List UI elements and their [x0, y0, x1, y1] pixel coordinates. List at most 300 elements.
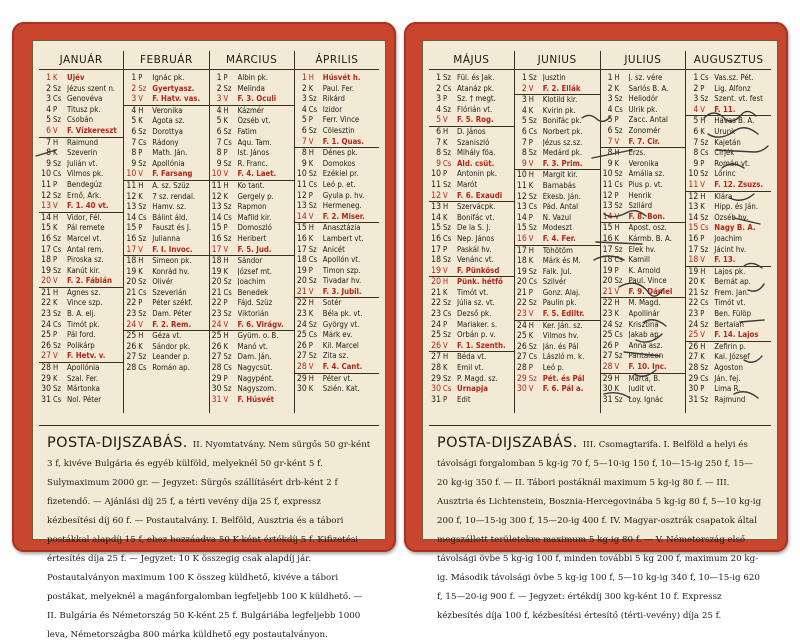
weekday-letter: Sz	[528, 266, 537, 276]
name-day: Ker. Ján. sz.	[542, 320, 583, 330]
day-number: 24	[431, 319, 441, 330]
day-row	[686, 330, 771, 341]
name-day: Olivér	[152, 277, 174, 287]
day-row	[515, 148, 600, 159]
name-day: F. 5. Jud.	[237, 244, 272, 254]
day-row	[295, 373, 379, 385]
weekday-letter: Sz	[223, 277, 232, 287]
name-day: Csobán	[67, 115, 94, 125]
name-day: Paul. Fer.	[322, 83, 355, 93]
weekday-letter: V	[53, 351, 58, 361]
day-number: 17	[211, 244, 222, 255]
day-number: 28	[41, 363, 51, 374]
day-row	[429, 245, 514, 256]
weekday-letter: H	[700, 116, 706, 126]
day-number: 20	[41, 276, 51, 287]
name-day: N. Vazul	[542, 212, 572, 222]
day-number: 23	[41, 309, 51, 320]
day-number: 21	[688, 287, 699, 298]
day-number: 6	[216, 126, 222, 137]
name-day: Joachim	[714, 233, 742, 243]
day-number: 8	[131, 148, 137, 159]
name-day: Rajmund	[714, 394, 746, 404]
weekday-letter: V	[700, 104, 705, 114]
weekday-letter: Sz	[700, 287, 709, 297]
day-list	[429, 70, 514, 405]
day-number: 7	[301, 136, 307, 147]
day-row	[515, 202, 600, 213]
day-number: 2	[46, 83, 51, 94]
name-day: Szilárd	[628, 201, 653, 211]
weekday-letter: P	[443, 319, 448, 329]
weekday-letter: Sz	[700, 94, 709, 104]
day-list	[601, 70, 686, 405]
day-row	[295, 341, 379, 352]
day-row	[124, 298, 208, 309]
day-row	[601, 169, 686, 180]
weekday-letter: V	[443, 115, 448, 125]
day-row	[515, 84, 600, 95]
name-day: Mariaker. s.	[457, 319, 498, 329]
name-day: F. 9. Dániel	[628, 286, 673, 296]
day-number: 3	[131, 94, 137, 105]
weekday-letter: Cs	[528, 126, 538, 136]
weekday-letter: K	[308, 233, 314, 243]
day-number: 4	[693, 104, 699, 115]
day-row	[295, 309, 379, 320]
name-day: Kamill	[628, 255, 650, 265]
name-day: Orbán p. v.	[457, 330, 496, 340]
day-number: 28	[211, 363, 222, 374]
day-number: 7	[607, 136, 613, 147]
name-day: Nagycsüt.	[237, 363, 273, 373]
day-number: 24	[602, 319, 613, 330]
day-number: 11	[211, 180, 222, 191]
day-number: 13	[431, 202, 441, 213]
day-number: 11	[431, 179, 441, 190]
day-number: 1	[436, 73, 441, 83]
weekday-letter: P	[138, 148, 143, 158]
name-day: Dénes pk.	[322, 148, 358, 158]
day-number: 28	[296, 362, 307, 373]
weekday-letter: Sz	[528, 116, 537, 126]
day-number: 2	[301, 83, 307, 94]
weekday-letter: P	[53, 255, 58, 265]
name-day: Pius p. vt.	[628, 179, 663, 189]
day-row	[686, 255, 771, 266]
day-row	[429, 276, 514, 288]
name-day: F. 14. Lajos	[714, 330, 759, 340]
name-day: Klára	[714, 191, 733, 201]
day-list	[295, 70, 379, 395]
day-number: 24	[296, 319, 307, 330]
day-row	[39, 148, 123, 159]
day-row	[601, 309, 686, 320]
month-name: AUGUSZTUS	[686, 51, 771, 70]
day-row	[210, 94, 294, 105]
month-name: MÁRCIUS	[210, 51, 294, 70]
name-day: Hermeneg.	[322, 201, 362, 211]
day-number: 28	[516, 363, 527, 374]
name-day: Ján. és Pál	[542, 341, 579, 351]
weekday-letter: K	[223, 116, 228, 126]
day-row	[39, 169, 123, 180]
weekday-letter: Sz	[223, 309, 232, 319]
weekday-letter: P	[528, 137, 533, 147]
weekday-letter: K	[53, 148, 58, 158]
month-name: JULIUS	[601, 51, 686, 70]
day-number: 4	[521, 105, 527, 116]
name-day: Lig. Alfonz	[714, 83, 751, 93]
month-column	[600, 51, 686, 413]
day-row	[429, 351, 514, 363]
weekday-letter: V	[614, 211, 620, 221]
day-row	[210, 234, 294, 245]
day-row	[124, 213, 208, 224]
day-row	[295, 351, 379, 362]
day-row	[39, 374, 123, 385]
day-row	[601, 234, 686, 245]
day-number: 13	[211, 202, 222, 213]
day-row	[39, 351, 123, 362]
name-day: Jézus szent n.	[67, 83, 116, 93]
day-number: 14	[211, 212, 222, 223]
weekday-letter: Sz	[53, 190, 61, 200]
weekday-letter: P	[700, 158, 705, 168]
day-row	[601, 115, 686, 126]
weekday-letter: P	[223, 73, 228, 82]
day-number: 12	[296, 190, 307, 201]
day-row	[429, 159, 514, 170]
postal-rates-title: POSTA-DIJSZABÁS.	[47, 435, 188, 451]
day-row	[210, 116, 294, 127]
name-day: Vidor, Fél.	[67, 212, 102, 222]
name-day: Bonifác pk.	[542, 116, 582, 126]
day-row	[515, 309, 600, 320]
weekday-letter: P	[308, 190, 313, 200]
day-row	[429, 126, 514, 138]
name-day: F. Vízkereszt	[67, 125, 117, 135]
day-row	[39, 212, 123, 224]
day-number: 19	[516, 266, 527, 277]
day-number: 27	[126, 352, 137, 363]
day-row	[686, 234, 771, 245]
weekday-letter: Sz	[223, 126, 232, 136]
day-number: 20	[211, 277, 222, 288]
day-row	[39, 73, 123, 84]
day-row	[601, 330, 686, 341]
name-day: Ernő, Árk.	[67, 190, 102, 200]
day-number: 29	[296, 373, 307, 384]
day-row	[295, 222, 379, 234]
day-row	[210, 169, 294, 180]
day-row	[601, 137, 686, 148]
day-number: 6	[436, 126, 441, 137]
day-number: 19	[41, 265, 51, 276]
name-day: Kal. József	[714, 352, 750, 362]
weekday-letter: Sz	[53, 233, 61, 243]
weekday-letter: Cs	[614, 330, 623, 340]
weekday-letter: H	[138, 331, 144, 341]
weekday-letter: H	[528, 320, 534, 330]
weekday-letter: H	[223, 180, 229, 190]
day-number: 17	[41, 244, 51, 255]
day-row	[124, 320, 208, 331]
name-day: Raimund	[67, 137, 99, 147]
weekday-letter: K	[53, 298, 58, 308]
day-row	[686, 148, 771, 159]
day-row	[515, 320, 600, 332]
name-day: Vilmos hv.	[542, 331, 579, 341]
day-row	[295, 126, 379, 137]
day-number: 25	[602, 330, 613, 341]
name-day: Pünk. hétfő	[457, 277, 503, 287]
day-row	[295, 362, 379, 373]
day-row	[515, 192, 600, 203]
weekday-letter: P	[614, 340, 619, 350]
day-row	[295, 276, 379, 287]
day-row	[39, 298, 123, 309]
calendar-page-right	[422, 40, 778, 621]
name-day: Venánc vt.	[457, 255, 494, 265]
weekday-letter: Sz	[53, 384, 61, 394]
weekday-letter: P	[308, 265, 313, 275]
day-row	[210, 277, 294, 288]
name-day: F. 6. Exaudi	[457, 190, 503, 200]
weekday-letter: Sz	[308, 276, 317, 286]
weekday-letter: Sz	[700, 212, 709, 222]
day-row	[686, 363, 771, 374]
weekday-letter: K	[528, 105, 534, 115]
day-number: 27	[41, 351, 51, 362]
day-row	[429, 191, 514, 202]
day-row	[515, 363, 600, 374]
day-number: 12	[602, 190, 613, 201]
name-day: Fatim	[237, 126, 257, 136]
name-day: Mafild kir.	[237, 212, 272, 222]
day-number: 27	[602, 351, 613, 362]
day-row	[295, 84, 379, 95]
day-row	[686, 94, 771, 105]
name-day: Márk ev.	[322, 330, 353, 340]
day-row	[295, 147, 379, 159]
day-row	[295, 73, 379, 84]
weekday-letter: Cs	[700, 73, 709, 82]
day-number: 4	[131, 105, 137, 116]
day-number: 24	[41, 319, 51, 330]
day-row	[429, 374, 514, 385]
name-day: Veronika	[152, 105, 183, 115]
day-row	[210, 73, 294, 84]
name-day: Sotér	[322, 298, 342, 308]
weekday-letter: Cs	[528, 202, 538, 212]
weekday-letter: P	[308, 115, 313, 125]
weekday-letter: P	[443, 94, 448, 104]
day-row	[601, 94, 686, 105]
weekday-letter: K	[528, 180, 534, 190]
weekday-letter: Sz	[138, 126, 147, 136]
name-day: Kajetán	[714, 137, 741, 147]
name-day: F. 2. Miser.	[322, 211, 365, 221]
day-row	[39, 362, 123, 374]
name-day: Géza vt.	[152, 331, 182, 341]
day-row	[295, 255, 379, 266]
day-row	[429, 309, 514, 320]
day-number: 13	[602, 201, 613, 212]
name-day: Kil. Marcel	[322, 340, 359, 350]
weekday-letter: H	[308, 148, 314, 158]
weekday-letter: Cs	[308, 255, 318, 265]
weekday-letter: P	[223, 298, 228, 308]
day-row	[601, 191, 686, 202]
weekday-letter: K	[443, 363, 448, 373]
weekday-letter: H	[53, 287, 59, 297]
weekday-letter: Sz	[700, 244, 709, 254]
calendar-page-left	[32, 40, 386, 640]
weekday-letter: Sz	[53, 340, 61, 350]
day-row	[601, 276, 686, 287]
name-day: R. Franc.	[237, 158, 268, 168]
day-number: 27	[431, 352, 441, 363]
weekday-letter: Sz	[308, 169, 317, 179]
month-column	[514, 51, 600, 413]
day-row	[429, 320, 514, 331]
day-number: 4	[46, 104, 51, 115]
name-day: Henrik	[628, 190, 652, 200]
day-row	[210, 374, 294, 385]
day-number: 9	[607, 158, 613, 169]
name-day: F. 5. Ediltr.	[542, 309, 585, 319]
name-day: Ágota sz.	[152, 116, 185, 126]
weekday-letter: Sz	[528, 298, 537, 308]
day-row	[210, 159, 294, 170]
weekday-letter: V	[223, 169, 229, 179]
name-day: Judit vt.	[628, 384, 656, 394]
day-number: 22	[296, 298, 307, 309]
day-row	[210, 309, 294, 320]
name-day: Heribert	[237, 233, 267, 243]
month-column	[209, 51, 294, 413]
day-row	[429, 201, 514, 213]
name-day: Pád. Antal	[542, 202, 579, 212]
day-row	[686, 288, 771, 299]
name-day: Ékesb. Ján.	[542, 191, 581, 201]
day-number: 16	[296, 233, 307, 244]
name-day: László m. k.	[542, 352, 585, 362]
name-day: K. Arnold	[628, 265, 661, 275]
day-row	[515, 73, 600, 84]
day-row	[295, 320, 379, 331]
name-day: Norbert pk.	[542, 126, 583, 136]
day-number: 5	[131, 116, 137, 127]
day-row	[429, 115, 514, 126]
day-number: 8	[521, 148, 527, 159]
day-number: 20	[516, 277, 527, 288]
day-row	[295, 169, 379, 180]
name-day: Leander p.	[152, 352, 190, 362]
weekday-letter: Sz	[223, 233, 232, 243]
postal-rates-left	[39, 425, 379, 640]
day-number: 3	[436, 94, 441, 105]
name-day: Frem. Jan.	[714, 287, 750, 297]
name-day: Fájd. Szüz	[237, 298, 273, 308]
weekday-letter: H	[443, 277, 449, 287]
day-number: 11	[516, 180, 527, 191]
name-day: Fauszt és J.	[152, 223, 192, 233]
day-number: 27	[296, 351, 307, 362]
name-day: Marcel vt.	[67, 233, 102, 243]
day-number: 2	[131, 83, 137, 94]
day-row	[601, 212, 686, 223]
day-number: 31	[602, 394, 613, 405]
day-number: 12	[126, 191, 137, 202]
day-row	[515, 106, 600, 117]
postal-rates-title: POSTA-DIJSZABÁS.	[437, 435, 578, 451]
weekday-letter: H	[308, 373, 314, 383]
day-number: 8	[436, 148, 441, 159]
day-row	[39, 137, 123, 149]
name-day: F. 4. Fer.	[542, 233, 576, 243]
day-number: 1	[131, 73, 137, 83]
day-number: 5	[607, 115, 613, 126]
weekday-letter: H	[223, 105, 229, 115]
day-number: 14	[602, 211, 613, 222]
day-number: 30	[211, 384, 222, 395]
day-row	[39, 245, 123, 256]
day-number: 16	[126, 233, 137, 244]
day-row	[686, 84, 771, 95]
weekday-letter: Sz	[223, 202, 232, 212]
name-day: F. 4. Cant.	[322, 362, 363, 372]
name-day: F. Farsang	[152, 169, 193, 179]
day-row	[39, 223, 123, 234]
day-number: 25	[516, 331, 527, 342]
day-number: 14	[126, 212, 137, 223]
name-day: Jézus sz.sz.	[542, 137, 583, 147]
name-day: Szién. Kat.	[322, 384, 360, 394]
day-row	[210, 330, 294, 342]
weekday-letter: K	[138, 266, 143, 276]
weekday-letter: P	[53, 179, 58, 189]
name-day: Ágoston	[714, 363, 743, 373]
name-day: Nagyszom.	[237, 384, 277, 394]
weekday-letter: V	[528, 233, 534, 243]
weekday-letter: H	[700, 341, 706, 351]
day-number: 19	[602, 265, 613, 276]
name-day: Genovéva	[67, 94, 103, 104]
day-number: 15	[296, 223, 307, 234]
day-number: 19	[211, 266, 222, 277]
weekday-letter: P	[53, 330, 58, 340]
weekday-letter: H	[53, 137, 59, 147]
day-row	[601, 351, 686, 362]
name-day: József mt.	[237, 266, 273, 276]
day-number: 31	[431, 394, 441, 405]
name-day: Krisztina	[628, 319, 659, 329]
name-day: Paulin pk.	[542, 298, 577, 308]
name-day: Antal rem.	[67, 244, 104, 254]
month-column	[123, 51, 208, 413]
day-number: 15	[211, 223, 222, 234]
day-row	[124, 94, 208, 105]
name-day: 7 sz. rendal.	[152, 191, 196, 201]
day-number: 3	[607, 94, 613, 105]
day-number: 28	[126, 363, 137, 374]
day-list	[124, 70, 208, 374]
day-number: 15	[126, 223, 137, 234]
day-row	[295, 191, 379, 202]
day-number: 1	[693, 73, 699, 83]
